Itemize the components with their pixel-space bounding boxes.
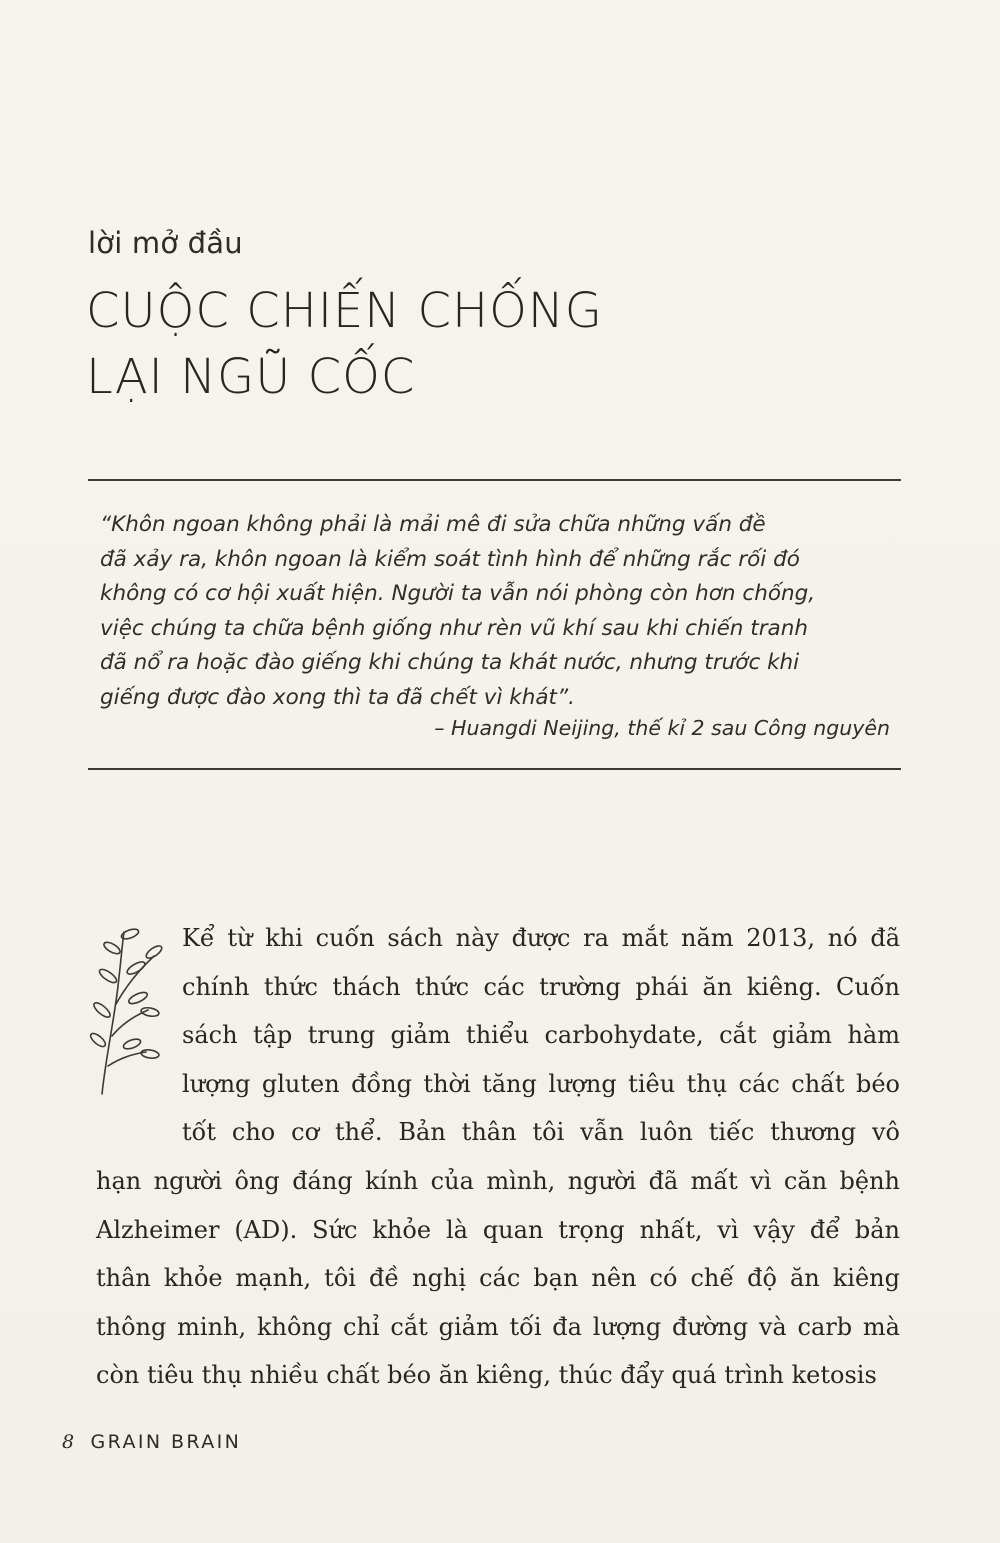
body-line-text: sách tập trung giảm thiểu carbohydate, cắt giảm hàm <box>182 1021 900 1050</box>
body-line-text: Alzheimer (AD). Sức khỏe là quan trọng nhất, vì vậy để bản <box>96 1215 900 1244</box>
body-line <box>96 963 900 1012</box>
body-line-text: còn tiêu thụ nhiều chất béo ăn kiêng, thúc đẩy quá trình ketosis <box>96 1361 877 1390</box>
page-footer <box>62 1431 241 1453</box>
body-line-text: Kể từ khi cuốn sách này được ra mắt năm 2013, nó đã <box>182 924 900 952</box>
epigraph-quote <box>100 508 896 715</box>
epigraph-attribution: – Huangdi Neijing, thế kỉ 2 sau Công nguyên <box>434 716 890 740</box>
chapter-subtitle: lời mở đầu <box>88 226 243 260</box>
page-number: 8 <box>62 1431 75 1453</box>
epigraph-line: đã xảy ra, khôn ngoan là kiểm soát tình hình để những rắc rối đó <box>100 546 800 572</box>
body-line <box>96 1254 900 1303</box>
body-line <box>96 1303 900 1352</box>
running-book-title: GRAIN BRAIN <box>90 1431 242 1453</box>
body-line <box>96 1108 900 1157</box>
body-line-text: thông minh, không chỉ cắt giảm tối đa lượng đường và carb mà <box>96 1312 900 1341</box>
epigraph-line: không có cơ hội xuất hiện. Người ta vẫn nói phòng còn hơn chống, <box>100 581 816 606</box>
epigraph-line: “Khôn ngoan không phải là mải mê đi sửa chữa những vấn đề <box>100 512 766 537</box>
body-line <box>96 1206 900 1255</box>
body-line <box>96 1011 900 1060</box>
body-line <box>96 914 900 963</box>
epigraph-line: đã nổ ra hoặc đào giếng khi chúng ta khát nước, nhưng trước khi <box>100 650 800 675</box>
body-line <box>96 1157 900 1206</box>
epigraph-line: giếng được đào xong thì ta đã chết vì khát”. <box>100 684 575 710</box>
epigraph-top-rule <box>88 479 901 481</box>
body-line <box>96 1351 900 1400</box>
epigraph-bottom-rule <box>88 768 901 770</box>
epigraph-line: việc chúng ta chữa bệnh giống như rèn vũ khí sau khi chiến tranh <box>100 615 808 641</box>
body-line-text: lượng gluten đồng thời tăng lượng tiêu thụ các chất béo <box>182 1069 900 1098</box>
chapter-title <box>86 278 846 410</box>
body-line-text: tốt cho cơ thể. Bản thân tôi vẫn luôn tiếc thương vô <box>182 1118 900 1147</box>
body-paragraph <box>96 914 900 1400</box>
chapter-title-line-2: LẠI NGŨ CỐC <box>86 349 416 405</box>
body-line-text: hạn người ông đáng kính của mình, người đã mất vì căn bệnh <box>96 1166 900 1195</box>
chapter-title-line-1: CUỘC CHIẾN CHỐNG <box>86 283 603 339</box>
body-line <box>96 1060 900 1109</box>
body-line-text: thân khỏe mạnh, tôi đề nghị các bạn nên có chế độ ăn kiêng <box>96 1264 900 1293</box>
body-line-text: chính thức thách thức các trường phái ăn kiêng. Cuốn <box>182 972 900 1001</box>
